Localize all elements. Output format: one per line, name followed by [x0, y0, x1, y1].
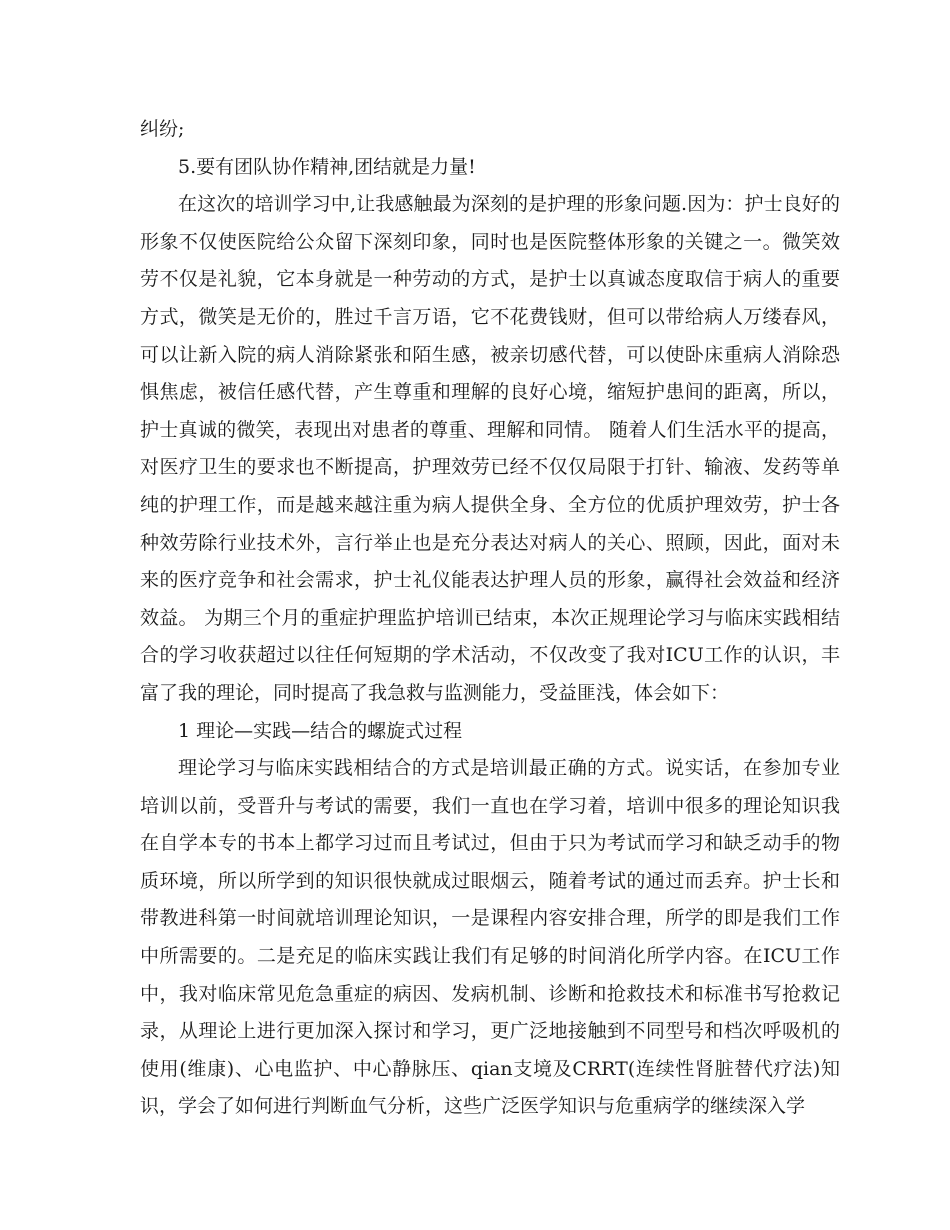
paragraph-nursing-image: 在这次的培训学习中,让我感触最为深刻的是护理的形象问题.因为：护士良好的形象不仅使医院给公众留下深刻印象，同时也是医院整体形象的关键之一。微笑效劳不仅是礼貌，它本身就是一种劳动的方式，是护士以真诚态度取信于病人的重要方式，微笑是无价的，胜过千言万语，它不花费钱财，但可以带给病人万缕春风，可以让新入院的病人消除紧张和陌生感，被亲切感代替，可以使卧床重病人消除恐惧焦虑，被信任感代替，产生尊重和理解的良好心境，缩短护患间的距离，所以，护士真诚的微笑，表现出对患者的尊重、理解和同情。 随着人们生活水平的提高，对医疗卫生的要求也不断提高，护理效劳已经不仅仅局限于打针、输液、发药等单纯的护理工作，而是越来越注重为病人提供全身、全方位的优质护理效劳，护士各种效劳除行业技术外，言行举止也是充分表达对病人的关心、照顾，因此，面对未来的医疗竞争和社会需求，护士礼仪能表达护理人员的形象，赢得社会效益和经济效益。 为期三个月的重症护理监护培训已结束，本次正规理论学习与临床实践相结合的学习收获超过以往任何短期的学术活动，不仅改变了我对ICU工作的认识，丰富了我的理论，同时提高了我急救与监测能力，受益匪浅，体会如下：	[140, 193, 840, 704]
section-heading-theory-practice: 1 理论—实践—结合的螺旋式过程	[178, 719, 463, 742]
document-body	[140, 111, 840, 1126]
paragraph-point-5: 5.要有团队协作精神,团结就是力量!	[178, 155, 476, 178]
paragraph-theory-learning: 理论学习与临床实践相结合的方式是培训最正确的方式。说实话，在参加专业培训以前，受晋升与考试的需要，我们一直也在学习着，培训中很多的理论知识我在自学本专的书本上都学习过而且考试过，但由于只为考试而学习和缺乏动手的物质环境，所以所学到的知识很快就成过眼烟云，随着考试的通过而丢弃。护士长和带教进科第一时间就培训理论知识，一是课程内容安排合理，所学的即是我们工作中所需要的。二是充足的临床实践让我们有足够的时间消化所学内容。在ICU工作中，我对临床常见危急重症的病因、发病机制、诊断和抢救技术和标准书写抢救记录，从理论上进行更加深入探讨和学习，更广泛地接触到不同型号和档次呼吸机的使用(维康)、心电监护、中心静脉压、qian支境及CRRT(连续性肾脏替代疗法)知识，学会了如何进行判断血气分析，这些广泛医学知识与危重病学的继续深入学	[140, 757, 840, 1118]
paragraph-continuation: 纠纷;	[140, 118, 185, 140]
